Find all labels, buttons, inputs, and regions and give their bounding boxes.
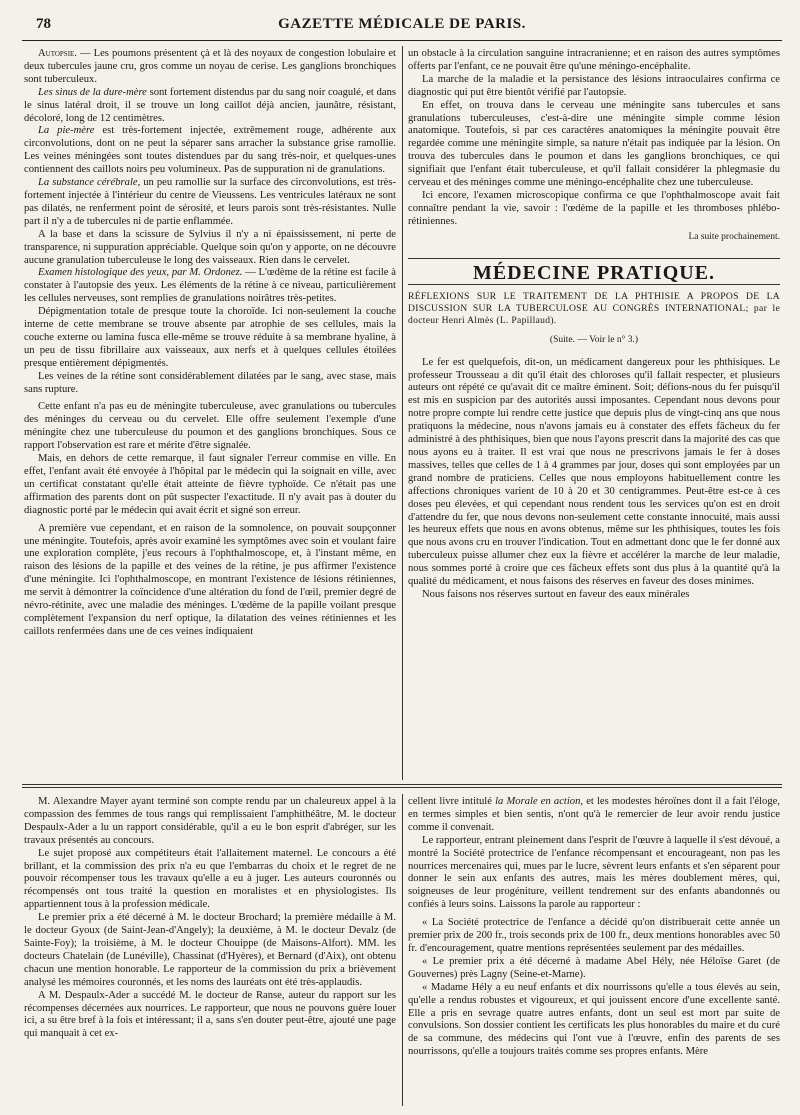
column-divider-top xyxy=(402,46,403,780)
title-underline xyxy=(408,284,780,285)
paragraph-sinus xyxy=(24,87,396,126)
page-header xyxy=(22,14,782,41)
run-in-heading: La substance cérébrale xyxy=(38,177,138,189)
paragraph-hely: « Madame Hély a eu neuf enfants et dix nourrissons qu'elle a tous élevés au sein, qu'elle a rendus robustes et vigoureux, et qui jouissent encore d'une excellente santé. Elle a pris en sevrage quatre autres enfants, dont un seul est mort par suite de convulsions. Son dossier contient les certificats les plus honorables du maire et du curé de sa commune, des médecins qui l'ont vue à l'œuvre, enfin des parents de ses nourrissons, qu'elle a toujours traités comme ses propres enfants. Mère xyxy=(408,981,780,1058)
paragraph-autopsie xyxy=(24,48,396,87)
paragraph-rapporteur: Le rapporteur, entrant pleinement dans l'esprit de l'œuvre à laquelle il s'est dévoué, a montré la Société protectrice de l'enfance récompensant et encourageant, non pas les nourrices mercenaires qui, mues par le lucre, sèvrent leurs enfants et s'en séparent pour donner le sein aux enfants des autres, mais les mères doublement mères, qui, soigneuses de leur progéniture, veillent tendrement sur des enfants abandonnés ou confiés à leurs soins. Laissons la parole au rapporteur : xyxy=(408,834,780,911)
column-top-right xyxy=(408,48,780,778)
paragraph-en-effet: En effet, on trouva dans le cerveau une méningite sans tubercules et sans granulations tuberculeuses, c'est-à-dire une méningite simple comme lésion anatomique. Toutefois, si par ces caractères anatomiques la méningite pouvait être regardée comme une méningite simple, sa nature n'était pas indiquée par la lésion. On trouva des tubercules dans le poumon et dans les ganglions bronchiques, ce qui signifiait que l'enfant était tuberculeuse, et qu'il fallait considérer la phlegmasie du cerveau et des méninges comme une méningo-encéphalite chez une tuberculeuse. xyxy=(408,99,780,189)
run-in-heading: La pie-mère xyxy=(38,125,95,137)
column-top-left xyxy=(24,48,396,778)
column-bottom-right xyxy=(408,796,780,1108)
page-number: 78 xyxy=(36,16,51,32)
article-heading: RÉFLEXIONS SUR LE TRAITEMENT DE LA PHTHISIE A PROPOS DE LA DISCUSSION SUR LA TUBERCULOSE AU CONGRÈS INTERNATIONAL; par le docteur Henri Almès (L. Papillaud). xyxy=(408,290,780,327)
paragraph-veines: Les veines de la rétine sont considérablement dilatées par le sang, avec stase, mais sans rupture. xyxy=(24,370,396,395)
paragraph-hely-prix: « Le premier prix a été décerné à madame Abel Hély, née Héloïse Garet (de Gouvernes) près Lagny (Seine-et-Marne). xyxy=(408,955,780,980)
paragraph-ici-encore: Ici encore, l'examen microscopique confirma ce que l'ophthalmoscope avait fait connaître pendant la vie, savoir : l'œdème de la papille et les thromboses phlébo-rétiniennes. xyxy=(408,189,780,227)
paragraph-reserves: Nous faisons nos réserves surtout en faveur des eaux minérales xyxy=(422,588,690,600)
paragraph-erreur: Mais, en dehors de cette remarque, il faut signaler l'erreur commise en ville. En effet, l'enfant avait été envoyée à l'hôpital par le médecin qui la soignait en ville, avec un certificat constatant qu'elle était atteinte de fièvre typhoïde. Ce n'était pas une affirmation des parents dont on pût suspecter l'exactitude. Il n'y avait pas à douter du diagnostic porté par le médecin qui avait écrit et signé son erreur. xyxy=(24,453,396,516)
paragraph-sujet: Le sujet proposé aux compétiteurs était l'allaitement maternel. Le concours a été brillant, et la commission des prix n'a eu que l'embarras du choix et le regret de ne pouvoir récompenser tous les travaux qu'elle a eu à juger. Les auteurs couronnés ou récompensés ont tous traité la question en moralistes et en physiologistes. Ils appartiennent tous à la profession médicale. xyxy=(24,847,396,911)
paragraph-text: , et les modestes héroïnes dont il a fait l'éloge, en termes simples et bien sentis, n'ont qu'à le remercier de leur avoir rendu justice comme il convenait. xyxy=(408,796,780,833)
section-divider xyxy=(408,258,780,259)
paragraph-text: , un peu ramollie sur la surface des circonvolutions, est très-fortement injectée à l'intérieur du centre de Vieussens. Les ventricules latéraux ne sont pas dilatés, ne renferment point de sérosité, et leurs parois sont très-résistantes. Nulle part il n'y a de tubercules ni de partie enflammée. xyxy=(24,177,396,227)
paragraph-text: sont fortement distendus par du sang noir coagulé, et dans le sinus latéral droit, il se trouve un long caillot déjà ancien, jaunâtre, résistant, décoloré, long de 12 centimètres. xyxy=(24,86,396,124)
paragraph-societe: « La Société protectrice de l'enfance a décidé qu'on distribuerait cette année un premier prix de 200 fr., trois seconds prix de 100 fr., deux mentions honorables avec 50 fr. d'encouragement, quatre mentions représentées seulement par des médailles. xyxy=(408,917,780,954)
run-in-heading: Les sinus de la dure-mère xyxy=(38,86,147,98)
run-in-heading: Examen histologique des yeux, par M. Ordonez. xyxy=(38,267,243,279)
journal-title: GAZETTE MÉDICALE DE PARIS. xyxy=(278,16,526,32)
section-title: MÉDECINE PRATIQUE. xyxy=(472,261,716,284)
suite-notice: La suite prochainement. xyxy=(688,231,780,242)
paragraph-fer: Le fer est quelquefois, dit-on, un médicament dangereux pour les phthisiques. Le professeur Trousseau a dit qu'il était des chloroses qu'il fallait respecter, et plusieurs auteurs ont répété ce qu'avait dit ce maître éminent. Soit; défions-nous du fer puisqu'il est mis en suspicion par des autorités aussi imposantes. Cependant nous devons pour notre propre compte lui rendre cette justice que depuis plus de vingt-cinq ans que nous pratiquons la médecine, nous n'avons jamais eu à constater des effets fâcheux du fer administré à des phthisiques, bien que nous l'ayons prescrit dans la majorité des cas que nous ayons eu à traiter. Il est vrai que nous ne prescrivons jamais le fer à doses massives, telles que celles de 1 à 4 grammes par jour, doses qui sont employées par un grand nombre de praticiens. Celles que nous employons habituellement contre les affections chroniques varient de 10 à 20 et 30 centigrammes. Peut-être est-ce à ces doses peu élevées, et qui cependant nous rendent tous les services qu'on est en droit d'attendre du fer, que nous devons non-seulement cette constante innocuité, mais aussi les heureux effets que nous en avons obtenus, même sur les phthisiques, toutes les fois que nous avons cru en trouver l'indication. Tout en admettant donc que le fer donné aux tuberculeux puisse allumer chez eux la fièvre et accélérer la marche de leur maladie, nous sommes porté à croire que ces fâcheux effets sont dus plus à la quantité qu'à la qualité du médicament, et nous faisons des réserves en faveur des doses minimes. xyxy=(408,356,780,588)
article-continuation: (Suite. — Voir le n° 3.) xyxy=(549,334,639,345)
run-in-heading: Autopsie. xyxy=(38,48,77,59)
feuilleton-divider xyxy=(22,784,782,788)
paragraph-premiere-vue: A première vue cependant, et en raison de la somnolence, on pouvait soupçonner une méningite. Toutefois, après avoir examiné les symptômes avec soin et voulant faire une exploration complète, j'eus recours à l'ophthalmoscope, et, à l'instant même, en raison des lésions de la papille et des veines de la rétine, je pus affirmer l'existence d'une méningite. Ici l'ophthalmoscope, en montrant l'existence de lésions rétiniennes, me servit à démontrer la coïncidence d'une altération du fond de l'œil, premier degré de névro-rétinite, avec une maladie des méninges. L'œdème de la papille voilant presque complètement l'expansion du nerf optique, la dilatation des veines rétiniennes et les caillots renfermées dans une de ces veines indiquaient xyxy=(24,522,396,637)
paragraph-enfant: Cette enfant n'a pas eu de méningite tuberculeuse, avec granulations ou tubercules des méninges du cerveau ou du cervelet. Elle offre seulement l'exemple d'une méningite chez une tuberculeuse du poumon et des ganglions bronchiques. Sous ce rapport l'observation est rare et mérite d'être signalée. xyxy=(24,401,396,452)
paragraph-pie-mere xyxy=(24,125,396,177)
column-bottom-left xyxy=(24,796,396,1108)
column-divider-bottom xyxy=(402,794,403,1106)
paragraph-premier-prix: Le premier prix a été décerné à M. le docteur Brochard; la première médaille à M. le docteur Gyoux (de Saint-Jean-d'Angely); la deuxième, à M. le docteur Devalz (de Sainte-Foy); la troisième, à M. le docteur Chouippe (de Maisons-Alfort). MM. les docteurs Chatelain (de Lunéville), Chassinat (d'Hyères), et Bernard (d'Aix), ont obtenu chacun une mention honorable. Le rapporteur de la commission du prix a brièvement analysé les mémoires couronnés, et les noms des lauréats ont été très-applaudis. xyxy=(24,912,396,988)
paragraph-depigmentation: Dépigmentation totale de presque toute la choroïde. Ici non-seulement la couche interne de cette membrane se trouve absente par atrophie de ses cellules, mais la couche externe ou lamina fusca elle-même se trouve réduite à sa membrane hyaline, à un peu de tissu fibrillaire aux vaisseaux, aux nerfs et à quelques cellules étoilées presque entièrement dépigmentés. xyxy=(24,306,396,369)
paragraph-cellent xyxy=(408,796,780,835)
paragraph-marche: La marche de la maladie et la persistance des lésions intraoculaires confirma ce diagnostic qui put être bientôt vérifié par l'autopsie. xyxy=(408,73,780,98)
paragraph-mayer: M. Alexandre Mayer ayant terminé son compte rendu par un chaleureux appel à la compassion des femmes de tous rangs qui remplissaient l'amphithéâtre, M. le docteur Despaulx-Ader a lu un rapport considérable, qu'il a eu le bon esprit d'abréger, sur les travaux présentés au concours. xyxy=(24,796,396,846)
paragraph-obstacle: un obstacle à la circulation sanguine intracranienne; et en raison des autres symptômes offerts par l'enfant, ce ne pouvait être qu'une méningo-encéphalite. xyxy=(408,48,780,72)
paragraph-despaulx: A M. Despaulx-Ader a succédé M. le docteur de Ranse, auteur du rapport sur les récompenses décernées aux nourrices. Le rapporteur, que nous ne pouvons guère louer ici, a su être bref à la fois et intéressant; il a, sans s'en douter peut-être, ajouté une page qui manquait à cet ex- xyxy=(24,989,396,1040)
paragraph-text: — L'œdème de la rétine est facile à constater à l'autopsie des yeux. Les éléments de la rétine à ce niveau, particulièrement les cellules nerveuses, sont remplies de granulations noirâtres très-petites. xyxy=(24,267,396,305)
paragraph-text: est très-fortement injectée, extrêmement rouge, adhérente aux circonvolutions, dont on ne peut la séparer sans arracher la substance grise ramollie. Les veines méningées sont toutes distendues par du sang très-noir, et quelques-unes contiennent des caillots noirs peu volumineux. Pas de suppuration ni de granulations. xyxy=(24,125,396,176)
paragraph-examen xyxy=(24,267,396,306)
paragraph-base: A la base et dans la scissure de Sylvius il n'y a ni épaississement, ni perte de transparence, ni suppuration appréciable. Quelque soin qu'on y apporte, on ne découvre aucune granulation tuberculeuse le long des vaisseaux. Rien dans le cervelet. xyxy=(24,228,396,266)
paragraph-text: cellent livre intitulé xyxy=(408,796,496,807)
book-title: la Morale en action xyxy=(495,796,581,807)
paragraph-substance xyxy=(24,177,396,229)
paragraph-text: — Les poumons présentent çà et là des noyaux de congestion lobulaire et deux tubercules jaune cru, gros comme un noyau de cerise. Les ganglions bronchiques sont tuberculeux. xyxy=(24,48,396,85)
